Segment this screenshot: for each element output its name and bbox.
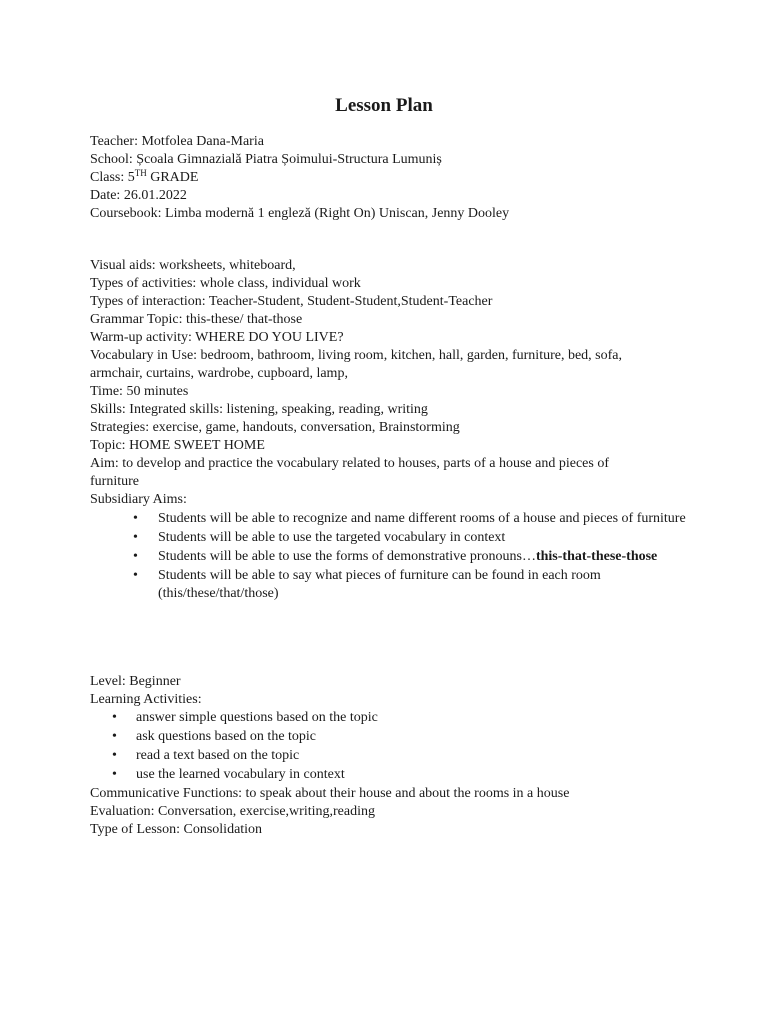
list-item bbox=[90, 766, 690, 784]
list-item-text: answer simple questions based on the topic bbox=[136, 710, 378, 725]
activities-line: Types of activities: whole class, individual work bbox=[90, 276, 361, 291]
subsidiary-aims-label: Subsidiary Aims: bbox=[90, 492, 187, 507]
skills-line: Skills: Integrated skills: listening, speaking, reading, writing bbox=[90, 402, 428, 417]
header-block bbox=[90, 133, 690, 223]
list-item bbox=[90, 529, 690, 547]
warmup-line: Warm-up activity: WHERE DO YOU LIVE? bbox=[90, 330, 344, 345]
learning-activities-label: Learning Activities: bbox=[90, 692, 202, 707]
communicative-functions-line: Communicative Functions: to speak about their house and about the rooms in a house bbox=[90, 786, 570, 801]
list-item-text: use the learned vocabulary in context bbox=[136, 767, 345, 782]
page-title: Lesson Plan bbox=[335, 95, 433, 116]
subsidiary-aims-list bbox=[90, 510, 690, 603]
lesson-type-line: Type of Lesson: Consolidation bbox=[90, 822, 263, 837]
list-item bbox=[90, 567, 690, 603]
bullet-icon: • bbox=[112, 729, 117, 744]
vocabulary-line-1: Vocabulary in Use: bedroom, bathroom, living room, kitchen, hall, garden, furniture, bed, sofa, bbox=[90, 348, 622, 363]
school-line: School: Școala Gimnazială Piatra Șoimului-Structura Lumuniș bbox=[90, 152, 442, 167]
visual-aids-line: Visual aids: worksheets, whiteboard, bbox=[90, 258, 296, 273]
list-item-text: read a text based on the topic bbox=[136, 748, 300, 763]
bullet-icon: • bbox=[133, 511, 138, 526]
bullet-icon: • bbox=[112, 767, 117, 782]
strategies-line: Strategies: exercise, game, handouts, conversation, Brainstorming bbox=[90, 420, 460, 435]
aim-line-1: Aim: to develop and practice the vocabulary related to houses, parts of a house and pieces of bbox=[90, 456, 609, 471]
class-line bbox=[90, 169, 690, 187]
bullet-icon: • bbox=[112, 710, 117, 725]
bullet-icon: • bbox=[112, 748, 117, 763]
grammar-line: Grammar Topic: this-these/ that-those bbox=[90, 312, 303, 327]
list-item-text: Students will be able to say what pieces of furniture can be found in each room (this/these/that/those) bbox=[158, 568, 601, 601]
aim-line-2: furniture bbox=[90, 474, 139, 489]
topic-line: Topic: HOME SWEET HOME bbox=[90, 438, 265, 453]
vocabulary-line-2: armchair, curtains, wardrobe, cupboard, lamp, bbox=[90, 366, 348, 381]
list-item-text: Students will be able to recognize and name different rooms of a house and pieces of furniture bbox=[158, 511, 686, 526]
evaluation-line: Evaluation: Conversation, exercise,writing,reading bbox=[90, 804, 375, 819]
learning-block bbox=[90, 673, 690, 839]
list-item-bold-text: this-that-these-those bbox=[535, 549, 658, 564]
date-line: Date: 26.01.2022 bbox=[90, 188, 187, 203]
list-item bbox=[90, 709, 690, 727]
list-item bbox=[90, 510, 690, 528]
class-superscript: TH bbox=[134, 168, 147, 178]
teacher-line: Teacher: Motfolea Dana-Maria bbox=[90, 134, 264, 149]
list-item-text: Students will be able to use the forms of demonstrative pronouns… bbox=[158, 549, 536, 564]
list-item-text: Students will be able to use the targeted vocabulary in context bbox=[158, 530, 506, 545]
class-prefix: Class: 5 bbox=[90, 170, 135, 185]
time-line: Time: 50 minutes bbox=[90, 384, 189, 399]
learning-activities-list bbox=[90, 709, 690, 784]
list-item bbox=[90, 728, 690, 746]
list-item bbox=[90, 747, 690, 765]
bullet-icon: • bbox=[133, 568, 138, 583]
level-line: Level: Beginner bbox=[90, 674, 181, 689]
subsidiary-aims-list-block bbox=[90, 510, 690, 604]
bullet-icon: • bbox=[133, 549, 138, 564]
interaction-line: Types of interaction: Teacher-Student, Student-Student,Student-Teacher bbox=[90, 294, 493, 309]
details-block bbox=[90, 257, 690, 509]
list-item-text: ask questions based on the topic bbox=[136, 729, 317, 744]
list-item bbox=[90, 548, 690, 566]
class-suffix: GRADE bbox=[146, 170, 199, 185]
coursebook-line: Coursebook: Limba modernă 1 engleză (Right On) Uniscan, Jenny Dooley bbox=[90, 206, 510, 221]
bullet-icon: • bbox=[133, 530, 138, 545]
